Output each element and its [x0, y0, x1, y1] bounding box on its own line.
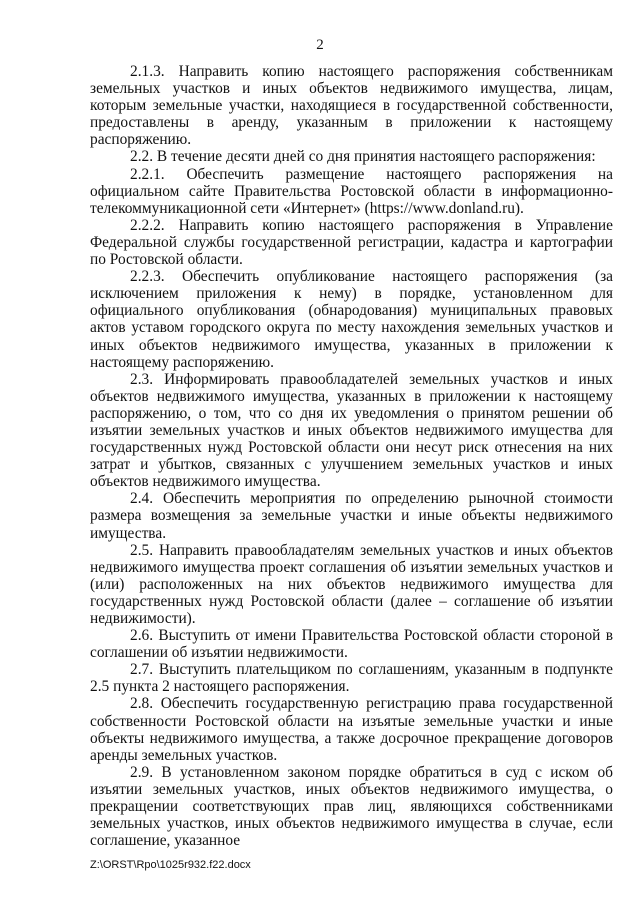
paragraph-2-8: 2.8. Обеспечить государственную регистрацию права государственной собственности Ростовской области на изъятые земельные участки и иные объекты недвижимого имущества, а также досрочное прекращение договоров аренды земельных участков.: [90, 695, 613, 764]
paragraph-2-2-1: 2.2.1. Обеспечить размещение настоящего распоряжения на официальном сайте Правительства Ростовской области в информационно-телекоммуникационной сети «Интернет» (https://www.donland.ru).: [90, 165, 613, 217]
paragraph-2-2-2: 2.2.2. Направить копию настоящего распоряжения в Управление Федеральной службы государственной регистрации, кадастра и картографии по Ростовской области.: [90, 216, 613, 269]
footer-file-path: Z:\ORST\Rpo\1025r932.f22.docx: [90, 859, 251, 871]
page-number: 2: [316, 37, 324, 53]
paragraph-2-3: 2.3. Информировать правообладателей земельных участков и иных объектов недвижимого имущества, указанных в приложении к настоящему распоряжению, о том, что со дня их уведомления о принятом решении об изъятии земельных участков и иных объектов недвижимого имущества для государственных нужд Ростовской области они несут риск отнесения на них затрат и убытков, связанных с улучшением земельных участков и иных объектов недвижимого имущества.: [90, 370, 613, 491]
document-body: [90, 63, 613, 849]
paragraph-2-9: 2.9. В установленном законом порядке обратиться в суд с иском об изъятии земельных участков, иных объектов недвижимого имущества, о прекращении соответствующих прав лиц, являющихся собственниками земельных участков, иных объектов недвижимого имущества в случае, если соглашение, указанное: [90, 763, 613, 850]
paragraph-2-1-3: 2.1.3. Направить копию настоящего распоряжения собственникам земельных участков и иных объектов недвижимого имущества, лицам, которым земельные участки, находящиеся в государственной собственности, предоставлены в аренду, указанным в приложении к настоящему распоряжению.: [90, 63, 613, 149]
paragraph-2-6: 2.6. Выступить от имени Правительства Ростовской области стороной в соглашении об изъятии недвижимости.: [90, 627, 613, 662]
paragraph-2-4: 2.4. Обеспечить мероприятия по определению рыночной стоимости размера возмещения за земельные участки и иные объекты недвижимого имущества.: [90, 490, 613, 542]
paragraph-2-5: 2.5. Направить правообладателям земельных участков и иных объектов недвижимого имущества проект соглашения об изъятии земельных участков и (или) расположенных на них объектов недвижимого имущества для государственных нужд Ростовской области (далее – соглашение об изъятии недвижимости).: [90, 541, 613, 627]
paragraph-2-2-3: 2.2.3. Обеспечить опубликование настоящего распоряжения (за исключением приложения к нему) в порядке, установленном для официального опубликования (обнародования) муниципальных правовых актов уставом городского округа по месту нахождения земельных участков и иных объектов недвижимого имущества, указанных в приложении к настоящему распоряжению.: [90, 268, 613, 371]
paragraph-2-7: 2.7. Выступить плательщиком по соглашениям, указанным в подпункте 2.5 пункта 2 настоящего распоряжения.: [90, 661, 613, 696]
paragraph-2-2: 2.2. В течение десяти дней со дня принятия настоящего распоряжения:: [130, 148, 596, 166]
